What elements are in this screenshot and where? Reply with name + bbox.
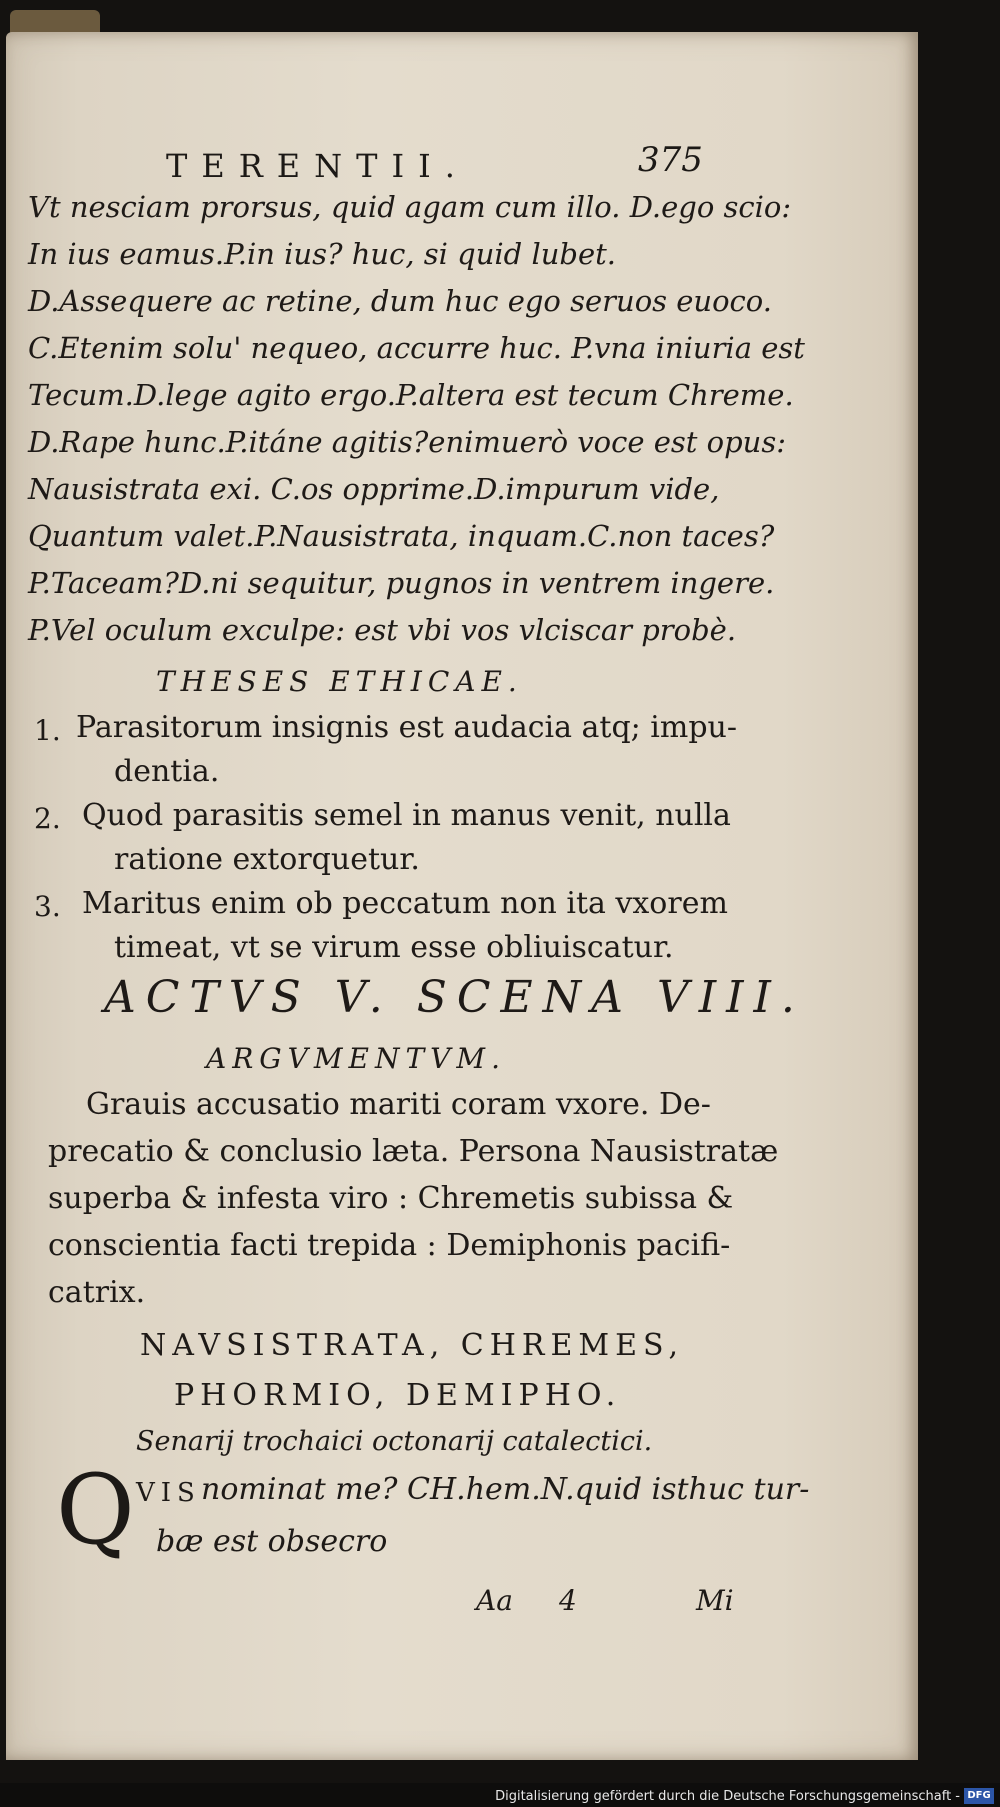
argument-line: Grauis accusatio mariti coram vxore. De- [86,1087,711,1122]
running-title: TERENTII. [166,147,469,185]
opening-verse: nominat me? CH.hem.N.quid isthuc tur- [201,1472,810,1507]
personae-line: NAVSISTRATA, CHREMES, [140,1328,685,1363]
opening-caps: VIS [136,1478,201,1508]
meter-note: Senarij trochaici octonarij catalectici. [136,1426,653,1457]
catchword: Mi [696,1584,734,1617]
argument-line: superba & infesta viro : Chremetis subissa & [48,1181,734,1216]
page-number: 375 [638,140,703,180]
verse-line: Quantum valet.P.Nausistrata, inquam.C.non taces? [28,519,775,553]
thesis-text: Maritus enim ob peccatum non ita vxorem [82,886,728,921]
thesis-number: 2. [34,802,61,835]
thesis-number: 3. [34,890,61,923]
verse-line: D.Rape hunc.P.itáne agitis?enimuerò voce est opus: [28,425,787,459]
personae-line: PHORMIO, DEMIPHO. [174,1378,622,1413]
footer-bar [0,1783,1000,1807]
signature-number: 4 [559,1584,577,1617]
verse-line: P.Taceam?D.ni sequitur, pugnos in ventrem ingere. [28,566,775,600]
thesis-text: ratione extorquetur. [114,842,420,877]
verse-line: C.Etenim solu' nequeo, accurre huc. P.vna iniuria est [28,331,805,365]
verse-line: Nausistrata exi. C.os opprime.D.impurum vide, [28,472,720,506]
verse-line: D.Assequere ac retine, dum huc ego seruos euoco. [28,284,772,318]
book-page [6,32,918,1760]
verse-line: Vt nesciam prorsus, quid agam cum illo. D.ego scio: [28,190,792,224]
argument-line: catrix. [48,1275,146,1310]
verse-line: In ius eamus.P.in ius? huc, si quid lubet. [28,237,617,271]
thesis-text: Quod parasitis semel in manus venit, nulla [82,798,731,833]
argument-line: precatio & conclusio læta. Persona Nausistratæ [48,1134,779,1169]
thesis-number: 1. [34,714,61,747]
dfg-logo-icon: DFG [964,1788,994,1804]
argument-line: conscientia facti trepida : Demiphonis pacifi- [48,1228,731,1263]
footer-credit: Digitalisierung gefördert durch die Deutsche Forschungsgemeinschaft - [495,1789,960,1804]
act-heading: ACTVS V. SCENA VIII. [104,972,805,1023]
theses-title: THESES ETHICAE. [156,665,523,698]
thesis-text: Parasitorum insignis est audacia atq; impu- [76,710,738,745]
verse-line: P.Vel oculum exculpe: est vbi vos vlciscar probè. [28,613,737,647]
drop-cap: Q [56,1454,135,1566]
verse-line: Tecum.D.lege agito ergo.P.altera est tecum Chreme. [28,378,794,412]
argument-title: ARGVMENTVM. [206,1042,506,1075]
thesis-text: timeat, vt se virum esse obliuiscatur. [114,930,674,965]
opening-verse: bæ est obsecro [156,1524,388,1559]
thesis-text: dentia. [114,754,220,789]
signature-mark: Aa [476,1584,513,1617]
